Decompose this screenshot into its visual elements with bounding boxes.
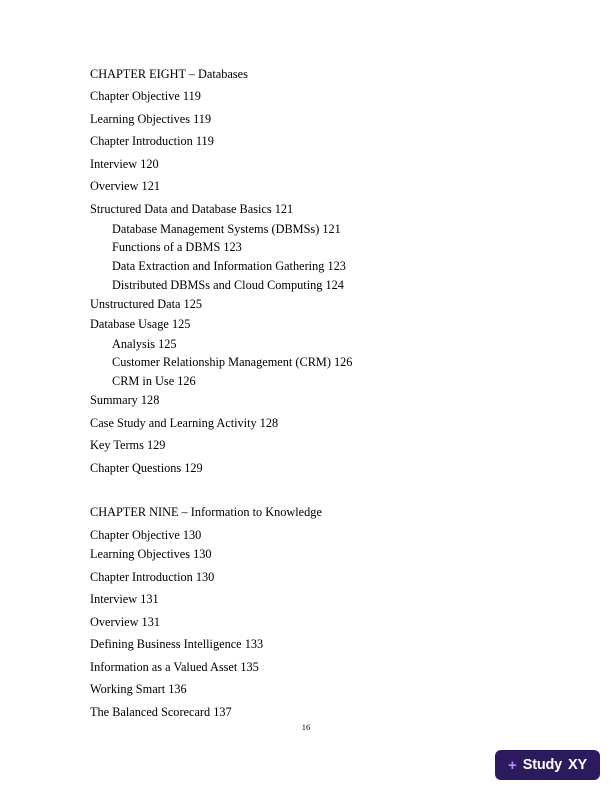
plus-icon: + (508, 756, 517, 774)
toc-entry: Working Smart 136 (90, 682, 187, 697)
table-of-contents (90, 68, 530, 728)
toc-entry: Customer Relationship Management (CRM) 126 (112, 355, 353, 370)
page-number: 16 (301, 722, 311, 732)
toc-entry: Chapter Questions 129 (90, 460, 203, 475)
toc-entry: Structured Data and Database Basics 121 (90, 201, 294, 216)
toc-entry: Distributed DBMSs and Cloud Computing 124 (112, 278, 344, 293)
toc-entry: Summary 128 (90, 393, 160, 408)
toc-entry: Database Usage 125 (90, 316, 191, 331)
toc-entry: CHAPTER EIGHT – Databases (90, 67, 248, 81)
toc-entry: Chapter Introduction 119 (90, 134, 214, 149)
toc-entry: Learning Objectives 119 (90, 111, 212, 126)
toc-entry: Data Extraction and Information Gathering 123 (112, 259, 346, 274)
toc-entry: Key Terms 129 (90, 438, 166, 453)
toc-entry: Interview 120 (90, 156, 159, 171)
toc-entry: Unstructured Data 125 (90, 297, 203, 312)
toc-entry: Overview 121 (90, 179, 161, 194)
toc-entry: Learning Objectives 130 (90, 547, 212, 562)
toc-entry: The Balanced Scorecard 137 (90, 704, 232, 719)
toc-entry: Defining Business Intelligence 133 (90, 637, 264, 652)
toc-entry: Chapter Introduction 130 (90, 569, 215, 584)
toc-spacer (90, 484, 530, 506)
studyxy-watermark[interactable] (495, 750, 600, 780)
toc-entry: Chapter Objective 119 (90, 89, 201, 104)
watermark-xy-label: XY (568, 757, 587, 773)
toc-entry: Database Management Systems (DBMSs) 121 (112, 221, 341, 236)
toc-entry: Case Study and Learning Activity 128 (90, 415, 279, 430)
toc-entry: Information as a Valued Asset 135 (90, 659, 259, 674)
toc-entry: CHAPTER NINE – Information to Knowledge (90, 505, 322, 520)
toc-entry: Functions of a DBMS 123 (112, 240, 242, 255)
toc-entry: Analysis 125 (112, 336, 177, 351)
toc-entry: CRM in Use 126 (112, 374, 196, 389)
toc-entry: Interview 131 (90, 592, 159, 607)
toc-entry: Chapter Objective 130 (90, 527, 202, 542)
toc-entry: Overview 131 (90, 614, 161, 629)
watermark-study-label: Study (522, 757, 563, 773)
